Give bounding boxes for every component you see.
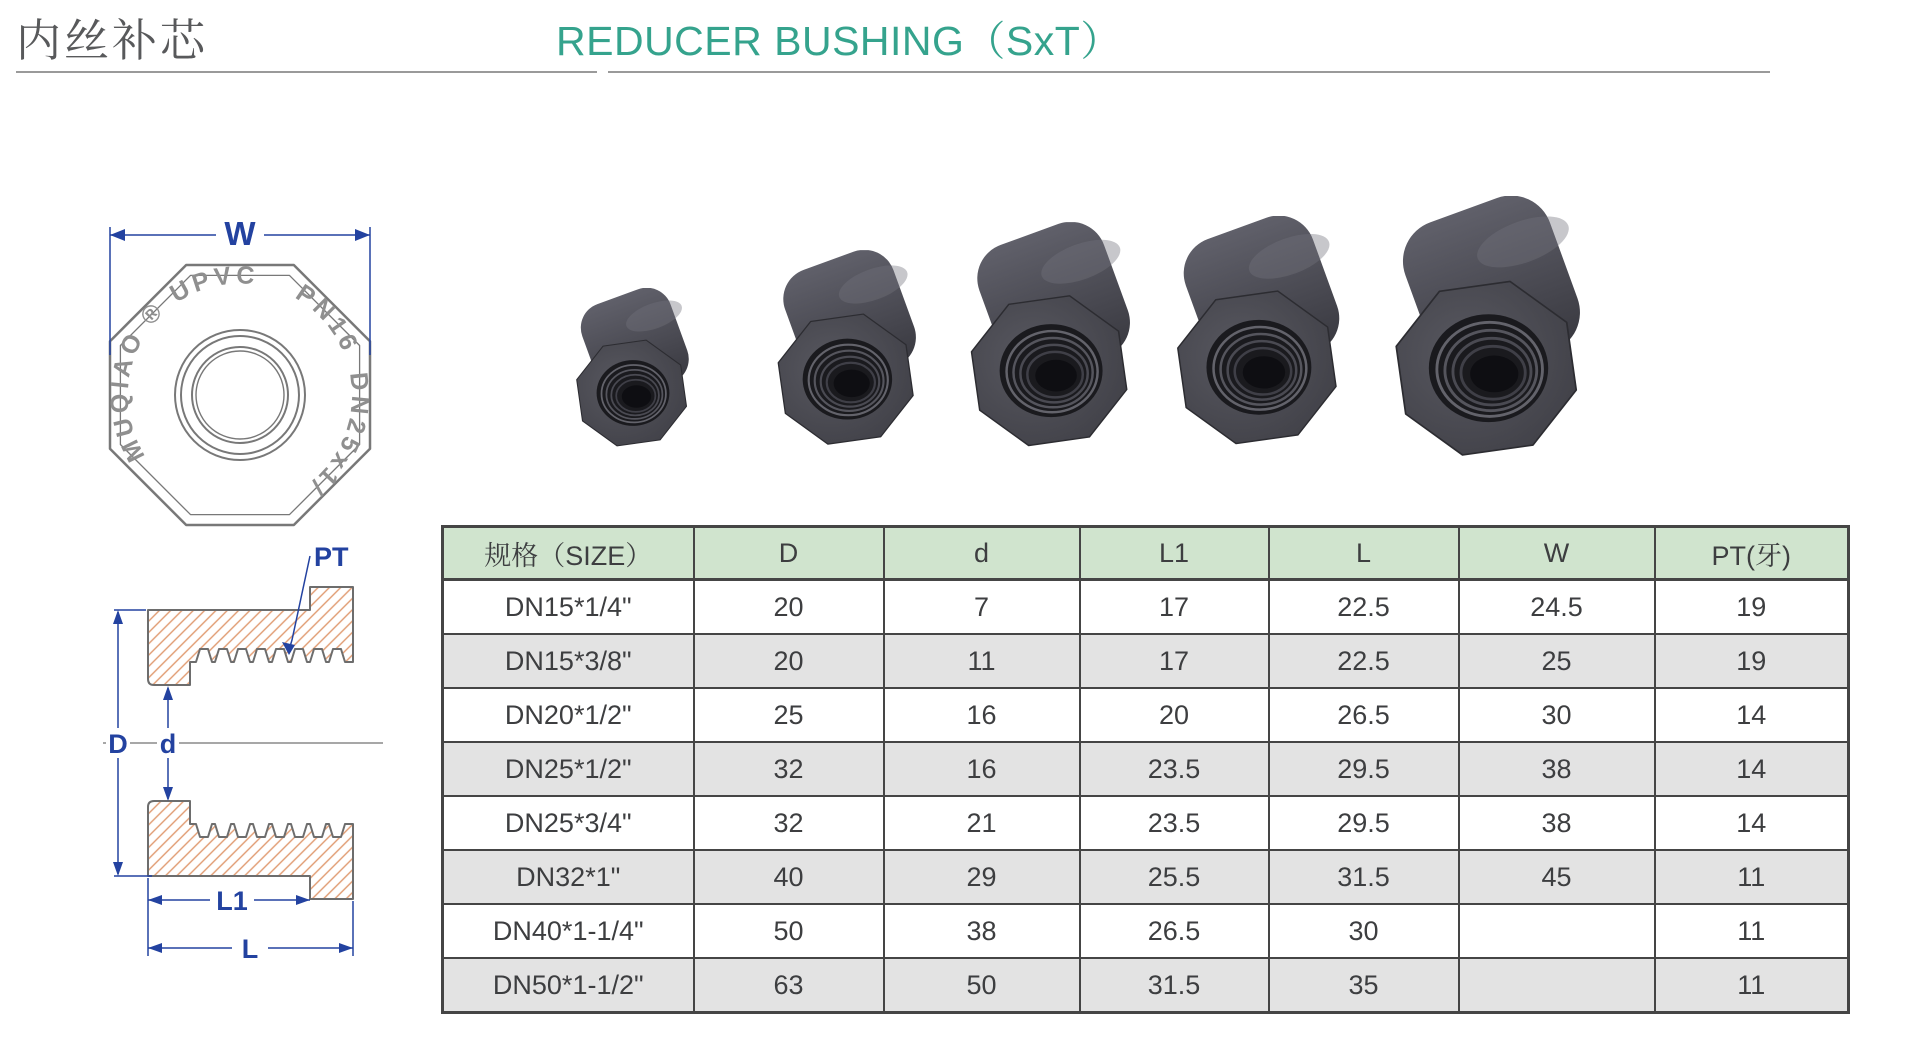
cell-size: DN15*1/4" bbox=[443, 580, 694, 635]
cell-PT: 14 bbox=[1655, 742, 1849, 796]
cell-W bbox=[1459, 958, 1655, 1013]
cell-D: 25 bbox=[694, 688, 884, 742]
cell-W: 24.5 bbox=[1459, 580, 1655, 635]
cell-PT: 14 bbox=[1655, 688, 1849, 742]
cell-L: 30 bbox=[1269, 904, 1459, 958]
cell-L1: 23.5 bbox=[1080, 742, 1269, 796]
cell-D: 50 bbox=[694, 904, 884, 958]
w-dimension-label: W bbox=[224, 215, 256, 252]
w-arrow-left bbox=[110, 229, 125, 241]
cell-D: 20 bbox=[694, 634, 884, 688]
dim-label-PT: PT bbox=[314, 542, 349, 572]
cell-L: 29.5 bbox=[1269, 796, 1459, 850]
cell-PT: 19 bbox=[1655, 634, 1849, 688]
product-photo-2 bbox=[770, 250, 942, 448]
table-row bbox=[443, 796, 1849, 850]
col-header-d: d bbox=[884, 527, 1080, 580]
dim-label-d: d bbox=[159, 729, 177, 759]
col-header-L: L bbox=[1269, 527, 1459, 580]
cell-PT: 11 bbox=[1655, 850, 1849, 904]
page-title-english: REDUCER BUSHING（SxT） bbox=[556, 18, 1122, 64]
cell-W: 38 bbox=[1459, 796, 1655, 850]
cell-PT: 14 bbox=[1655, 796, 1849, 850]
cell-W: 25 bbox=[1459, 634, 1655, 688]
cell-L1: 17 bbox=[1080, 580, 1269, 635]
dim-label-L: L bbox=[241, 934, 259, 964]
bore-circle-3 bbox=[192, 347, 288, 443]
cell-PT: 11 bbox=[1655, 958, 1849, 1013]
table-row bbox=[443, 688, 1849, 742]
cell-L1: 23.5 bbox=[1080, 796, 1269, 850]
table-header-row bbox=[443, 527, 1849, 580]
cell-W: 38 bbox=[1459, 742, 1655, 796]
cell-D: 32 bbox=[694, 742, 884, 796]
col-header-L1: L1 bbox=[1080, 527, 1269, 580]
cell-size: DN15*3/8" bbox=[443, 634, 694, 688]
cell-W bbox=[1459, 904, 1655, 958]
cell-d: 29 bbox=[884, 850, 1080, 904]
cell-L: 31.5 bbox=[1269, 850, 1459, 904]
cell-L: 22.5 bbox=[1269, 580, 1459, 635]
cell-d: 50 bbox=[884, 958, 1080, 1013]
section-view-drawing bbox=[70, 540, 400, 970]
bore-circle-4 bbox=[196, 351, 284, 439]
col-header-PT: PT(牙) bbox=[1655, 527, 1849, 580]
table-row bbox=[443, 634, 1849, 688]
spec-table bbox=[441, 525, 1850, 1014]
page-title-chinese: 内丝补芯 bbox=[16, 15, 209, 66]
product-photo-4 bbox=[1168, 216, 1370, 448]
cell-L1: 31.5 bbox=[1080, 958, 1269, 1013]
cell-L: 22.5 bbox=[1269, 634, 1459, 688]
cell-size: DN25*3/4" bbox=[443, 796, 694, 850]
bore-circle-1 bbox=[175, 330, 305, 460]
dim-label-L1: L1 bbox=[216, 886, 248, 916]
cell-L1: 26.5 bbox=[1080, 904, 1269, 958]
product-photo-5 bbox=[1385, 196, 1615, 460]
cell-D: 40 bbox=[694, 850, 884, 904]
cell-d: 16 bbox=[884, 688, 1080, 742]
cell-PT: 11 bbox=[1655, 904, 1849, 958]
cell-L1: 25.5 bbox=[1080, 850, 1269, 904]
product-photo-3 bbox=[962, 222, 1160, 450]
title-underline-left bbox=[16, 71, 597, 73]
cell-d: 38 bbox=[884, 904, 1080, 958]
cell-PT: 19 bbox=[1655, 580, 1849, 635]
table-row bbox=[443, 850, 1849, 904]
embossed-ring-text: MUQIAO ® UPVC PN16 DN25x1/2" bbox=[105, 261, 375, 503]
cell-size: DN32*1" bbox=[443, 850, 694, 904]
section-lower-half bbox=[148, 801, 353, 899]
cell-L: 35 bbox=[1269, 958, 1459, 1013]
top-view-drawing bbox=[85, 205, 395, 555]
cell-W: 45 bbox=[1459, 850, 1655, 904]
table-row bbox=[443, 904, 1849, 958]
dim-label-D: D bbox=[108, 729, 128, 759]
col-header-size: 规格（SIZE） bbox=[443, 527, 694, 580]
section-upper-half bbox=[148, 587, 353, 685]
cell-L1: 17 bbox=[1080, 634, 1269, 688]
cell-size: DN40*1-1/4" bbox=[443, 904, 694, 958]
bore-circle-2 bbox=[181, 336, 299, 454]
table-row bbox=[443, 742, 1849, 796]
cell-d: 21 bbox=[884, 796, 1080, 850]
cell-W: 30 bbox=[1459, 688, 1655, 742]
cell-size: DN20*1/2" bbox=[443, 688, 694, 742]
cell-d: 16 bbox=[884, 742, 1080, 796]
product-photo-1 bbox=[570, 288, 710, 449]
title-underline-right bbox=[608, 71, 1770, 73]
cell-D: 20 bbox=[694, 580, 884, 635]
cell-d: 7 bbox=[884, 580, 1080, 635]
cell-d: 11 bbox=[884, 634, 1080, 688]
cell-D: 32 bbox=[694, 796, 884, 850]
cell-L1: 20 bbox=[1080, 688, 1269, 742]
col-header-D: D bbox=[694, 527, 884, 580]
table-row bbox=[443, 580, 1849, 635]
cell-D: 63 bbox=[694, 958, 884, 1013]
col-header-W: W bbox=[1459, 527, 1655, 580]
cell-size: DN50*1-1/2" bbox=[443, 958, 694, 1013]
cell-L: 29.5 bbox=[1269, 742, 1459, 796]
table-row bbox=[443, 958, 1849, 1013]
w-arrow-right bbox=[355, 229, 370, 241]
cell-size: DN25*1/2" bbox=[443, 742, 694, 796]
cell-L: 26.5 bbox=[1269, 688, 1459, 742]
